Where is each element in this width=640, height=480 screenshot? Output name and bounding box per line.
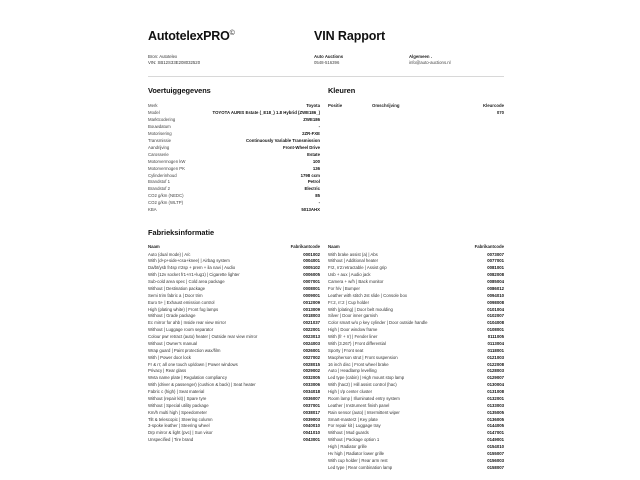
vehicle-spec-value: ZWE186 [303, 116, 320, 122]
factory-list-item [148, 300, 320, 307]
factory-item-name: Auto (dual mode) | A/c [148, 251, 191, 257]
colors-section-title: Kleuren [328, 85, 356, 95]
contact-name: Algemeen . [409, 53, 432, 59]
factory-item-name: With (d+p+side+csa+knee) | Airbag system [148, 258, 230, 264]
factory-list-item [328, 286, 504, 293]
factory-item-name: Unspecified | Tire brand [148, 437, 194, 443]
factory-item-code: 0156003 [487, 457, 504, 463]
factory-item-name: With (driver & passenger) (cushion & back) | Seat heater [148, 382, 256, 388]
factory-item-name: Fabric c (high) | Seat material [148, 389, 205, 395]
factory-list-item [148, 320, 320, 327]
factory-list-item [328, 389, 504, 396]
factory-item-name: Led type | Rear combination lamp [328, 464, 393, 470]
factory-list-item [328, 313, 504, 320]
factory-item-code: 0032005 [303, 375, 320, 381]
factory-list-item [148, 334, 320, 341]
factory-list-item [328, 307, 504, 314]
factory-item-code: 0034018 [303, 389, 320, 395]
factory-section [148, 228, 504, 471]
factory-item-code: 0082008 [487, 272, 504, 278]
factory-list-item [148, 272, 320, 279]
factory-item-code: 0086012 [487, 285, 504, 291]
factory-columns [148, 244, 504, 471]
vehicle-section-title: Voertuiggegevens [148, 85, 211, 95]
factory-list-item [328, 341, 504, 348]
vehicle-spec-label: Carosserie [148, 151, 169, 157]
factory-item-code: 0027002 [303, 354, 320, 360]
factory-list-item [148, 293, 320, 300]
factory-list-item [328, 258, 504, 265]
factory-item-name: With (hac2) | Hill assist control (hac) [328, 382, 397, 388]
vehicle-spec-label: Brandstof 2 [148, 186, 170, 192]
factory-list-item [148, 389, 320, 396]
factory-list-item [148, 430, 320, 437]
factory-item-name: Wvta name plate | Regulation compliancy [148, 375, 227, 381]
factory-item-name: Wrap guard | Paint protection wax/film [148, 347, 221, 353]
factory-item-code: 0102007 [487, 313, 504, 319]
factory-item-name: 16 inch disc | Front wheel brake [328, 361, 389, 367]
factory-item-name: Fr2, rr2:retractable | Assist grip [328, 265, 387, 271]
factory-list-item [328, 327, 504, 334]
factory-item-code: 0113004 [487, 340, 504, 346]
factory-item-code: 0001002 [303, 251, 320, 257]
factory-item-name: With (12v socket fr1+rr1+lug1) | Cigarette lighter [148, 272, 240, 278]
factory-list-item [328, 320, 504, 327]
colors-col-kleurcode: Kleurcode [482, 102, 504, 108]
vehicle-spec-value: Front-Wheel Drive [282, 144, 320, 150]
factory-item-name: Da/bt/ysb fr4sp rr2sp + prem + ila navi | Audio [148, 265, 236, 271]
vehicle-spec-row [148, 200, 320, 207]
factory-list-item [328, 375, 504, 382]
vehicle-spec-row [148, 152, 320, 159]
details-section [148, 86, 504, 214]
factory-item-name: High (plating white) | Front fog lamps [148, 306, 219, 312]
vehicle-spec-value: Toyota [306, 102, 320, 108]
factory-list-item [328, 252, 504, 259]
factory-item-code: 0018003 [303, 313, 320, 319]
factory-item-code: 0155007 [487, 450, 504, 456]
factory-list-item [148, 279, 320, 286]
factory-list-item [148, 313, 320, 320]
factory-item-name: Without | Special utility package [148, 402, 209, 408]
factory-list-item [148, 396, 320, 403]
factory-item-code: 0098008 [487, 299, 504, 305]
factory-item-name: Fr:2, rr:2 | Cup holder [328, 299, 369, 305]
factory-item-name: Led type (cabin) | High mount stop lamp [328, 375, 405, 381]
vehicle-spec-row [148, 131, 320, 138]
source-label: Bron: Autotelex [148, 53, 178, 59]
vehicle-spec-row [148, 103, 320, 110]
vehicle-spec-value: Estate [307, 151, 320, 157]
vehicle-spec-row [148, 110, 320, 117]
factory-list-item [328, 465, 504, 472]
factory-item-code: 0037001 [303, 402, 320, 408]
vehicle-spec-label: Merk [148, 102, 158, 108]
factory-item-name: Without | Destination package [148, 285, 206, 291]
contact-block [314, 54, 504, 67]
factory-item-code: 0028015 [303, 361, 320, 367]
factory-item-code: 0128003 [487, 368, 504, 374]
factory-item-name: Room lamp | Illuminated entry system [328, 395, 400, 401]
factory-list-item [328, 272, 504, 279]
colors-col-positie: Positie [328, 102, 343, 108]
brand-logo [148, 30, 314, 43]
factory-list-item [328, 279, 504, 286]
factory-item-name: Privacy | Rear glass [148, 368, 187, 374]
factory-item-name: With cup holder | Rear arm rest [328, 457, 388, 463]
factory-item-code: 0026001 [303, 347, 320, 353]
dealer-info [314, 54, 409, 67]
factory-item-code: 0130004 [487, 382, 504, 388]
factory-item-code: 0135005 [487, 409, 504, 415]
factory-list-item [328, 417, 504, 424]
factory-list-item [328, 362, 504, 369]
factory-list-item [148, 423, 320, 430]
factory-list-item [328, 458, 504, 465]
factory-column-right [328, 244, 504, 471]
vehicle-spec-row [148, 138, 320, 145]
factory-item-code: 0121003 [487, 354, 504, 360]
factory-list-item [148, 327, 320, 334]
factory-col-naam: Naam [148, 244, 160, 250]
factory-list-right [328, 252, 504, 472]
vehicle-spec-row [148, 117, 320, 124]
header-divider [148, 76, 504, 77]
factory-item-code: 0081001 [487, 265, 504, 271]
factory-item-name: Euro 5+ | Exhaust emission control [148, 299, 215, 305]
factory-item-name: With | Power door lock [148, 354, 191, 360]
vehicle-spec-value: Continuously Variable Transmission [245, 137, 320, 143]
factory-list-item [328, 382, 504, 389]
factory-item-code: 0077001 [487, 258, 504, 264]
factory-item-name: Colour pwr retract (auto) heater | Outside rear view mirror [148, 334, 258, 340]
vehicle-spec-value: 5013AHX [301, 207, 320, 213]
vehicle-spec-label: Motorvermogen PK [148, 165, 186, 171]
source-meta [148, 54, 314, 67]
vehicle-column [148, 86, 328, 214]
factory-item-code: 0136005 [487, 416, 504, 422]
color-omschrijving [372, 110, 458, 117]
factory-item-code: 0129007 [487, 375, 504, 381]
vehicle-spec-row [148, 179, 320, 186]
vehicle-spec-label: Motorisering [148, 130, 172, 136]
factory-item-name: Without | Additional heater [328, 258, 379, 264]
contact-email: info@auto-auctions.nl [409, 60, 451, 66]
factory-item-code: 0012009 [303, 299, 320, 305]
factory-list-item [328, 430, 504, 437]
factory-item-name: Hv high | Radiator lower grille [328, 450, 385, 456]
factory-list-item [148, 410, 320, 417]
factory-item-name: High | Radiator grille [328, 444, 367, 450]
factory-list-left [148, 252, 320, 445]
vehicle-spec-row [148, 186, 320, 193]
factory-list-item [148, 307, 320, 314]
page-title: VIN Rapport [314, 29, 386, 43]
factory-item-code: 0036007 [303, 395, 320, 401]
factory-item-code: 0108001 [487, 327, 504, 333]
vehicle-spec-label: Marktcodering [148, 116, 176, 122]
vehicle-spec-row [148, 173, 320, 180]
factory-item-name: Semi trim fabric a | Door trim [148, 292, 203, 298]
colors-table-body [328, 110, 504, 117]
vehicle-spec-value: 1798 ccm [300, 172, 320, 178]
factory-list-item [328, 444, 504, 451]
factory-list-item [148, 348, 320, 355]
factory-item-code: 0040010 [303, 423, 320, 429]
factory-item-name: Km/h multi high | Speedometer [148, 409, 207, 415]
vehicle-spec-table [148, 103, 320, 214]
factory-item-name: High | Door window frame [328, 327, 378, 333]
vehicle-spec-label: Model [148, 109, 160, 115]
brand-name: AutotelexPRO [148, 29, 230, 44]
colors-col-omschrijving: Omschrijving [372, 102, 400, 108]
factory-item-code: 0029002 [303, 368, 320, 374]
factory-list-item [148, 286, 320, 293]
factory-item-code: 0024003 [303, 340, 320, 346]
factory-list-item [148, 362, 320, 369]
factory-item-name: Macpherson strut | Front suspension [328, 354, 398, 360]
factory-item-code: 0101004 [487, 306, 504, 312]
vehicle-spec-value: - [318, 123, 320, 129]
factory-item-code: 0039003 [303, 416, 320, 422]
factory-item-name: Silver | Door inner garnish [328, 313, 378, 319]
factory-item-code: 0104008 [487, 320, 504, 326]
color-kleurcode: 070 [496, 109, 504, 115]
factory-item-name: Auto | Headlamp levelling [328, 368, 377, 374]
dealer-name: Auto Auctions [314, 53, 344, 59]
factory-item-name: With (fr + rr) | Fender liner [328, 334, 378, 340]
vehicle-spec-row [148, 124, 320, 131]
factory-list-item [328, 423, 504, 430]
color-positie [328, 110, 372, 117]
vehicle-spec-label: CO2 g/km (WLTP) [148, 200, 184, 206]
vehicle-spec-label: Bouwdatum [148, 123, 171, 129]
factory-list-item [328, 403, 504, 410]
header-left [148, 30, 314, 67]
factory-item-code: 0149001 [487, 437, 504, 443]
factory-col-code: Fabrikantcode [290, 244, 320, 250]
factory-item-name: Camera + w/h | Back monitor [328, 279, 384, 285]
vehicle-spec-value: 100 [312, 158, 320, 164]
factory-item-name: Sporty | Front seat [328, 347, 364, 353]
factory-item-code: 0144005 [487, 423, 504, 429]
colors-column [328, 86, 504, 214]
factory-item-code: 0094010 [487, 292, 504, 298]
factory-item-code: 0154010 [487, 444, 504, 450]
factory-item-code: 0041010 [303, 430, 320, 436]
factory-item-code: 0004001 [303, 258, 320, 264]
vehicle-spec-label: Motorvermogen kW [148, 158, 186, 164]
vehicle-spec-label: CO2 g/km (NEDC) [148, 193, 184, 199]
factory-item-code: 0073007 [487, 251, 504, 257]
factory-item-name: With (plating) | Door belt moulding [328, 306, 393, 312]
factory-item-code: 0111005 [487, 334, 504, 340]
factory-item-code: 0009001 [303, 292, 320, 298]
vehicle-spec-row [148, 159, 320, 166]
vehicle-spec-value: Petrol [307, 179, 320, 185]
factory-list-item [328, 355, 504, 362]
factory-item-name: Usb + aux | Audio jack [328, 272, 371, 278]
factory-item-code: 0005102 [303, 265, 320, 271]
factory-item-name: High | I/p center cluster [328, 389, 373, 395]
factory-list-item [328, 293, 504, 300]
factory-list-item [328, 410, 504, 417]
vehicle-spec-row [148, 166, 320, 173]
factory-item-name: Tilt & telescopic | Steering column [148, 416, 213, 422]
factory-item-name: Ec mirror for ahb | Inside rear view mirror [148, 320, 227, 326]
vehicle-spec-label: Cylinderinhoud [148, 172, 177, 178]
factory-item-code: 0158007 [487, 464, 504, 470]
vehicle-spec-value: TOYOTA AURIS Estate (_E18_) 1.8 Hybrid (ZWE186_) [212, 109, 320, 115]
factory-item-name: Without | Luggage room separator [148, 327, 214, 333]
factory-header-right [328, 244, 504, 251]
factory-item-name: Without (repair kit) | Spare tyre [148, 395, 207, 401]
factory-item-name: Leather with stitch 2st slide | Console box [328, 292, 407, 298]
factory-item-name: Sub-cold area spec | Cold area package [148, 279, 225, 285]
factory-item-name: Fr & rr; all one touch up/down | Power windows [148, 361, 238, 367]
vehicle-spec-label: Transmissie [148, 137, 171, 143]
vehicle-spec-label: Aandrijving [148, 144, 170, 150]
vehicle-spec-label: KBA [148, 207, 157, 213]
factory-item-name: 3-spoke leather | Steering wheel [148, 423, 210, 429]
factory-col-naam: Naam [328, 244, 340, 250]
contact-info [409, 54, 504, 67]
factory-item-code: 0085004 [487, 279, 504, 285]
factory-item-code: 0006005 [303, 272, 320, 278]
header-right [314, 30, 504, 67]
factory-item-code: 0022001 [303, 327, 320, 333]
factory-item-name: With (3.267) | Front differential [328, 340, 386, 346]
factory-item-code: 0118001 [487, 347, 504, 353]
factory-col-code: Fabrikantcode [474, 244, 504, 250]
factory-item-name: For h/v | Bumper [328, 285, 360, 291]
vin-label: VIN: SB12S33E208032520 [148, 60, 201, 66]
factory-item-code: 0021037 [303, 320, 320, 326]
factory-list-item [148, 265, 320, 272]
factory-item-code: 0013009 [303, 306, 320, 312]
factory-list-item [148, 258, 320, 265]
factory-item-code: 0007001 [303, 279, 320, 285]
vehicle-spec-value: Electric [304, 186, 320, 192]
copyright-icon: © [229, 30, 235, 37]
factory-item-name: With brake assist (a) | Abs [328, 251, 378, 257]
factory-item-name: For repair kit | Luggage tray [328, 423, 381, 429]
factory-list-item [328, 437, 504, 444]
factory-list-item [328, 300, 504, 307]
factory-list-item [328, 451, 504, 458]
factory-list-item [148, 355, 320, 362]
colors-table-header [328, 103, 504, 110]
report-sheet [148, 0, 504, 480]
factory-item-code: 0147001 [487, 430, 504, 436]
colors-table-row [328, 110, 504, 117]
factory-item-code: 0023013 [303, 334, 320, 340]
factory-item-name: Smart-master2 | Key plate [328, 416, 378, 422]
factory-item-name: Rain sensor (auto) | Intermittent wiper [328, 409, 400, 415]
factory-list-item [148, 437, 320, 444]
factory-item-name: Without | Owner's manual [148, 340, 197, 346]
factory-item-code: 0038017 [303, 409, 320, 415]
factory-list-item [328, 396, 504, 403]
factory-list-item [148, 252, 320, 259]
vehicle-spec-value: - [318, 200, 320, 206]
factory-item-code: 0043001 [303, 437, 320, 443]
factory-list-item [328, 368, 504, 375]
factory-list-item [148, 368, 320, 375]
vehicle-spec-value: 85 [315, 193, 320, 199]
factory-item-name: Without | Mud guards [328, 430, 369, 436]
factory-list-item [328, 348, 504, 355]
factory-item-name: Drp mirror & light (pvc) | Sun visor [148, 430, 213, 436]
factory-item-name: Without | Package option 1 [328, 437, 380, 443]
factory-header-left [148, 244, 320, 251]
factory-item-code: 0033006 [303, 382, 320, 388]
factory-list-item [328, 265, 504, 272]
dealer-phone: 0548-516396 [314, 60, 340, 66]
factory-list-item [148, 382, 320, 389]
vehicle-spec-value: 136 [312, 165, 320, 171]
factory-item-code: 0008001 [303, 285, 320, 291]
factory-list-item [148, 375, 320, 382]
factory-list-item [148, 403, 320, 410]
factory-list-item [148, 341, 320, 348]
factory-section-title: Fabrieksinformatie [148, 228, 215, 238]
factory-list-item [148, 417, 320, 424]
report-header [148, 0, 504, 67]
factory-column-left [148, 244, 328, 471]
vehicle-spec-value: 2ZR-FXE [302, 130, 320, 136]
vehicle-spec-row [148, 193, 320, 200]
vehicle-spec-row [148, 145, 320, 152]
factory-item-code: 0132001 [487, 395, 504, 401]
factory-item-code: 0133003 [487, 402, 504, 408]
factory-item-code: 0122008 [487, 361, 504, 367]
factory-item-name: Without | Grade package [148, 313, 196, 319]
vehicle-spec-label: Brandstof 1 [148, 179, 170, 185]
factory-item-name: Leather | Instrument finish panel [328, 402, 390, 408]
factory-list-item [328, 334, 504, 341]
factory-item-code: 0131008 [487, 389, 504, 395]
factory-item-name: Color smart w/o p key cylinder | Door outside handle [328, 320, 428, 326]
vehicle-spec-row [148, 207, 320, 214]
